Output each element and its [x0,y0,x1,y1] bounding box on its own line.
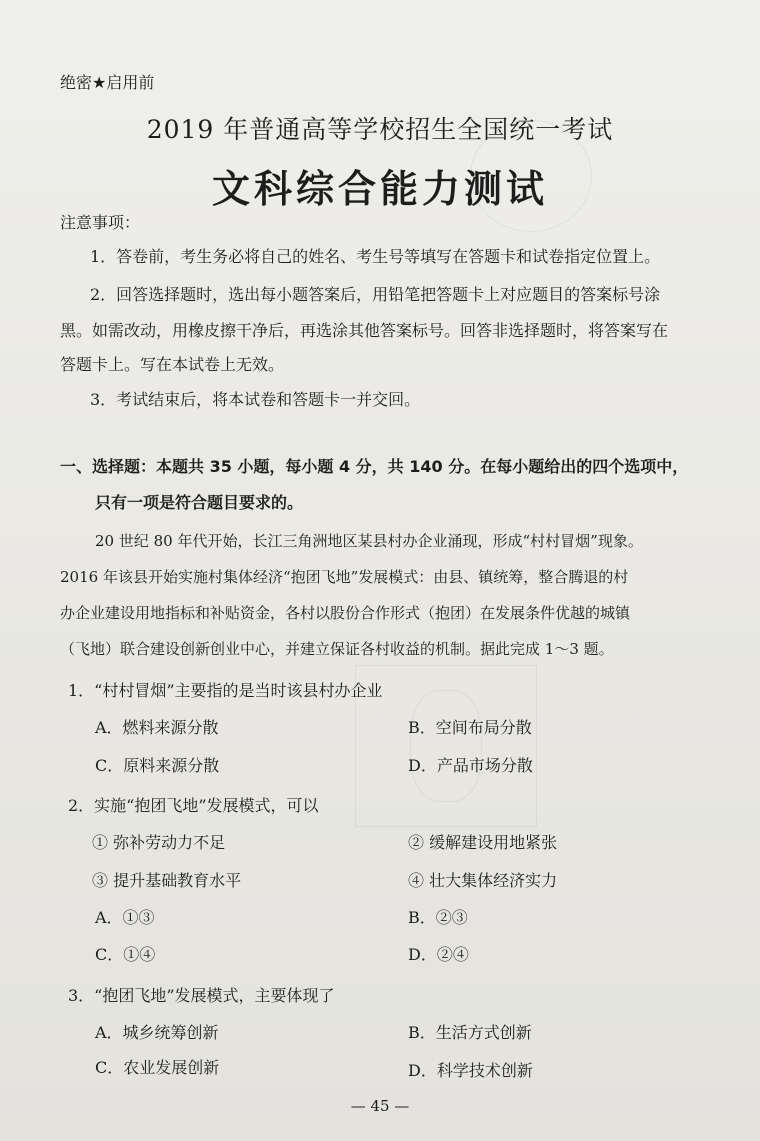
question-3-stem: 3．“抱团飞地”发展模式，主要体现了 [68,986,335,1005]
passage-line-3: 办企业建设用地指标和补贴资金，各村以股份合作形式（抱团）在发展条件优越的城镇 [60,604,631,622]
question-1-option-c: C．原料来源分散 [95,756,220,775]
question-2-option-d: D．②④ [408,945,469,964]
show-through-mark [410,690,482,802]
question-1-stem: 1．“村村冒烟”主要指的是当时该县村办企业 [68,681,383,700]
page-number: — 45 — [350,1097,410,1115]
notice-item-2-line-3: 答题卡上。写在本试卷上无效。 [60,355,285,374]
question-2-statement-1: ① 弥补劳动力不足 [92,833,226,852]
section-heading-line-2: 只有一项是符合题目要求的。 [95,493,304,512]
section-heading-line-1: 一、选择题：本题共 35 小题，每小题 4 分，共 140 分。在每小题给出的四个选项中， [60,457,689,476]
notice-heading: 注意事项： [60,213,141,232]
notice-item-1: 1．答卷前，考生务必将自己的姓名、考生号等填写在答题卡和试卷指定位置上。 [90,247,661,266]
exam-title: 2019 年普通高等学校招生全国统一考试 [146,115,614,144]
question-2-option-c: C．①④ [95,945,156,964]
confidential-label: 绝密★启用前 [60,73,155,92]
notice-item-2-line-2: 黑。如需改动，用橡皮擦干净后，再选涂其他答案标号。回答非选择题时，将答案写在 [60,321,669,340]
passage-line-2: 2016 年该县开始实施村集体经济“抱团飞地”发展模式：由县、镇统筹，整合腾退的村 [60,568,629,586]
question-2-statement-3: ③ 提升基础教育水平 [92,871,242,890]
question-3-option-a: A．城乡统筹创新 [95,1023,219,1042]
question-3-option-c: C．农业发展创新 [95,1058,220,1077]
notice-item-2-line-1: 2．回答选择题时，选出每小题答案后，用铅笔把答题卡上对应题目的答案标号涂 [90,285,661,304]
question-2-option-b: B．②③ [408,908,468,927]
question-2-statement-4: ④ 壮大集体经济实力 [408,871,558,890]
question-2-statement-2: ② 缓解建设用地紧张 [408,833,558,852]
question-1-option-a: A．燃料来源分散 [95,718,219,737]
notice-item-3: 3．考试结束后，将本试卷和答题卡一并交回。 [90,390,421,409]
passage-line-4: （飞地）联合建设创新创业中心，并建立保证各村收益的机制。据此完成 1～3 题。 [60,640,614,658]
question-1-option-d: D．产品市场分散 [408,756,533,775]
question-1-option-b: B．空间布局分散 [408,718,532,737]
question-3-option-d: D．科学技术创新 [408,1061,533,1080]
question-2-stem: 2．实施“抱团飞地”发展模式，可以 [68,796,319,815]
subject-title: 文科综合能力测试 [211,167,548,211]
passage-line-1: 20 世纪 80 年代开始，长江三角洲地区某县村办企业涌现，形成“村村冒烟”现象。 [95,532,643,550]
question-2-option-a: A．①③ [95,908,155,927]
question-3-option-b: B．生活方式创新 [408,1023,532,1042]
